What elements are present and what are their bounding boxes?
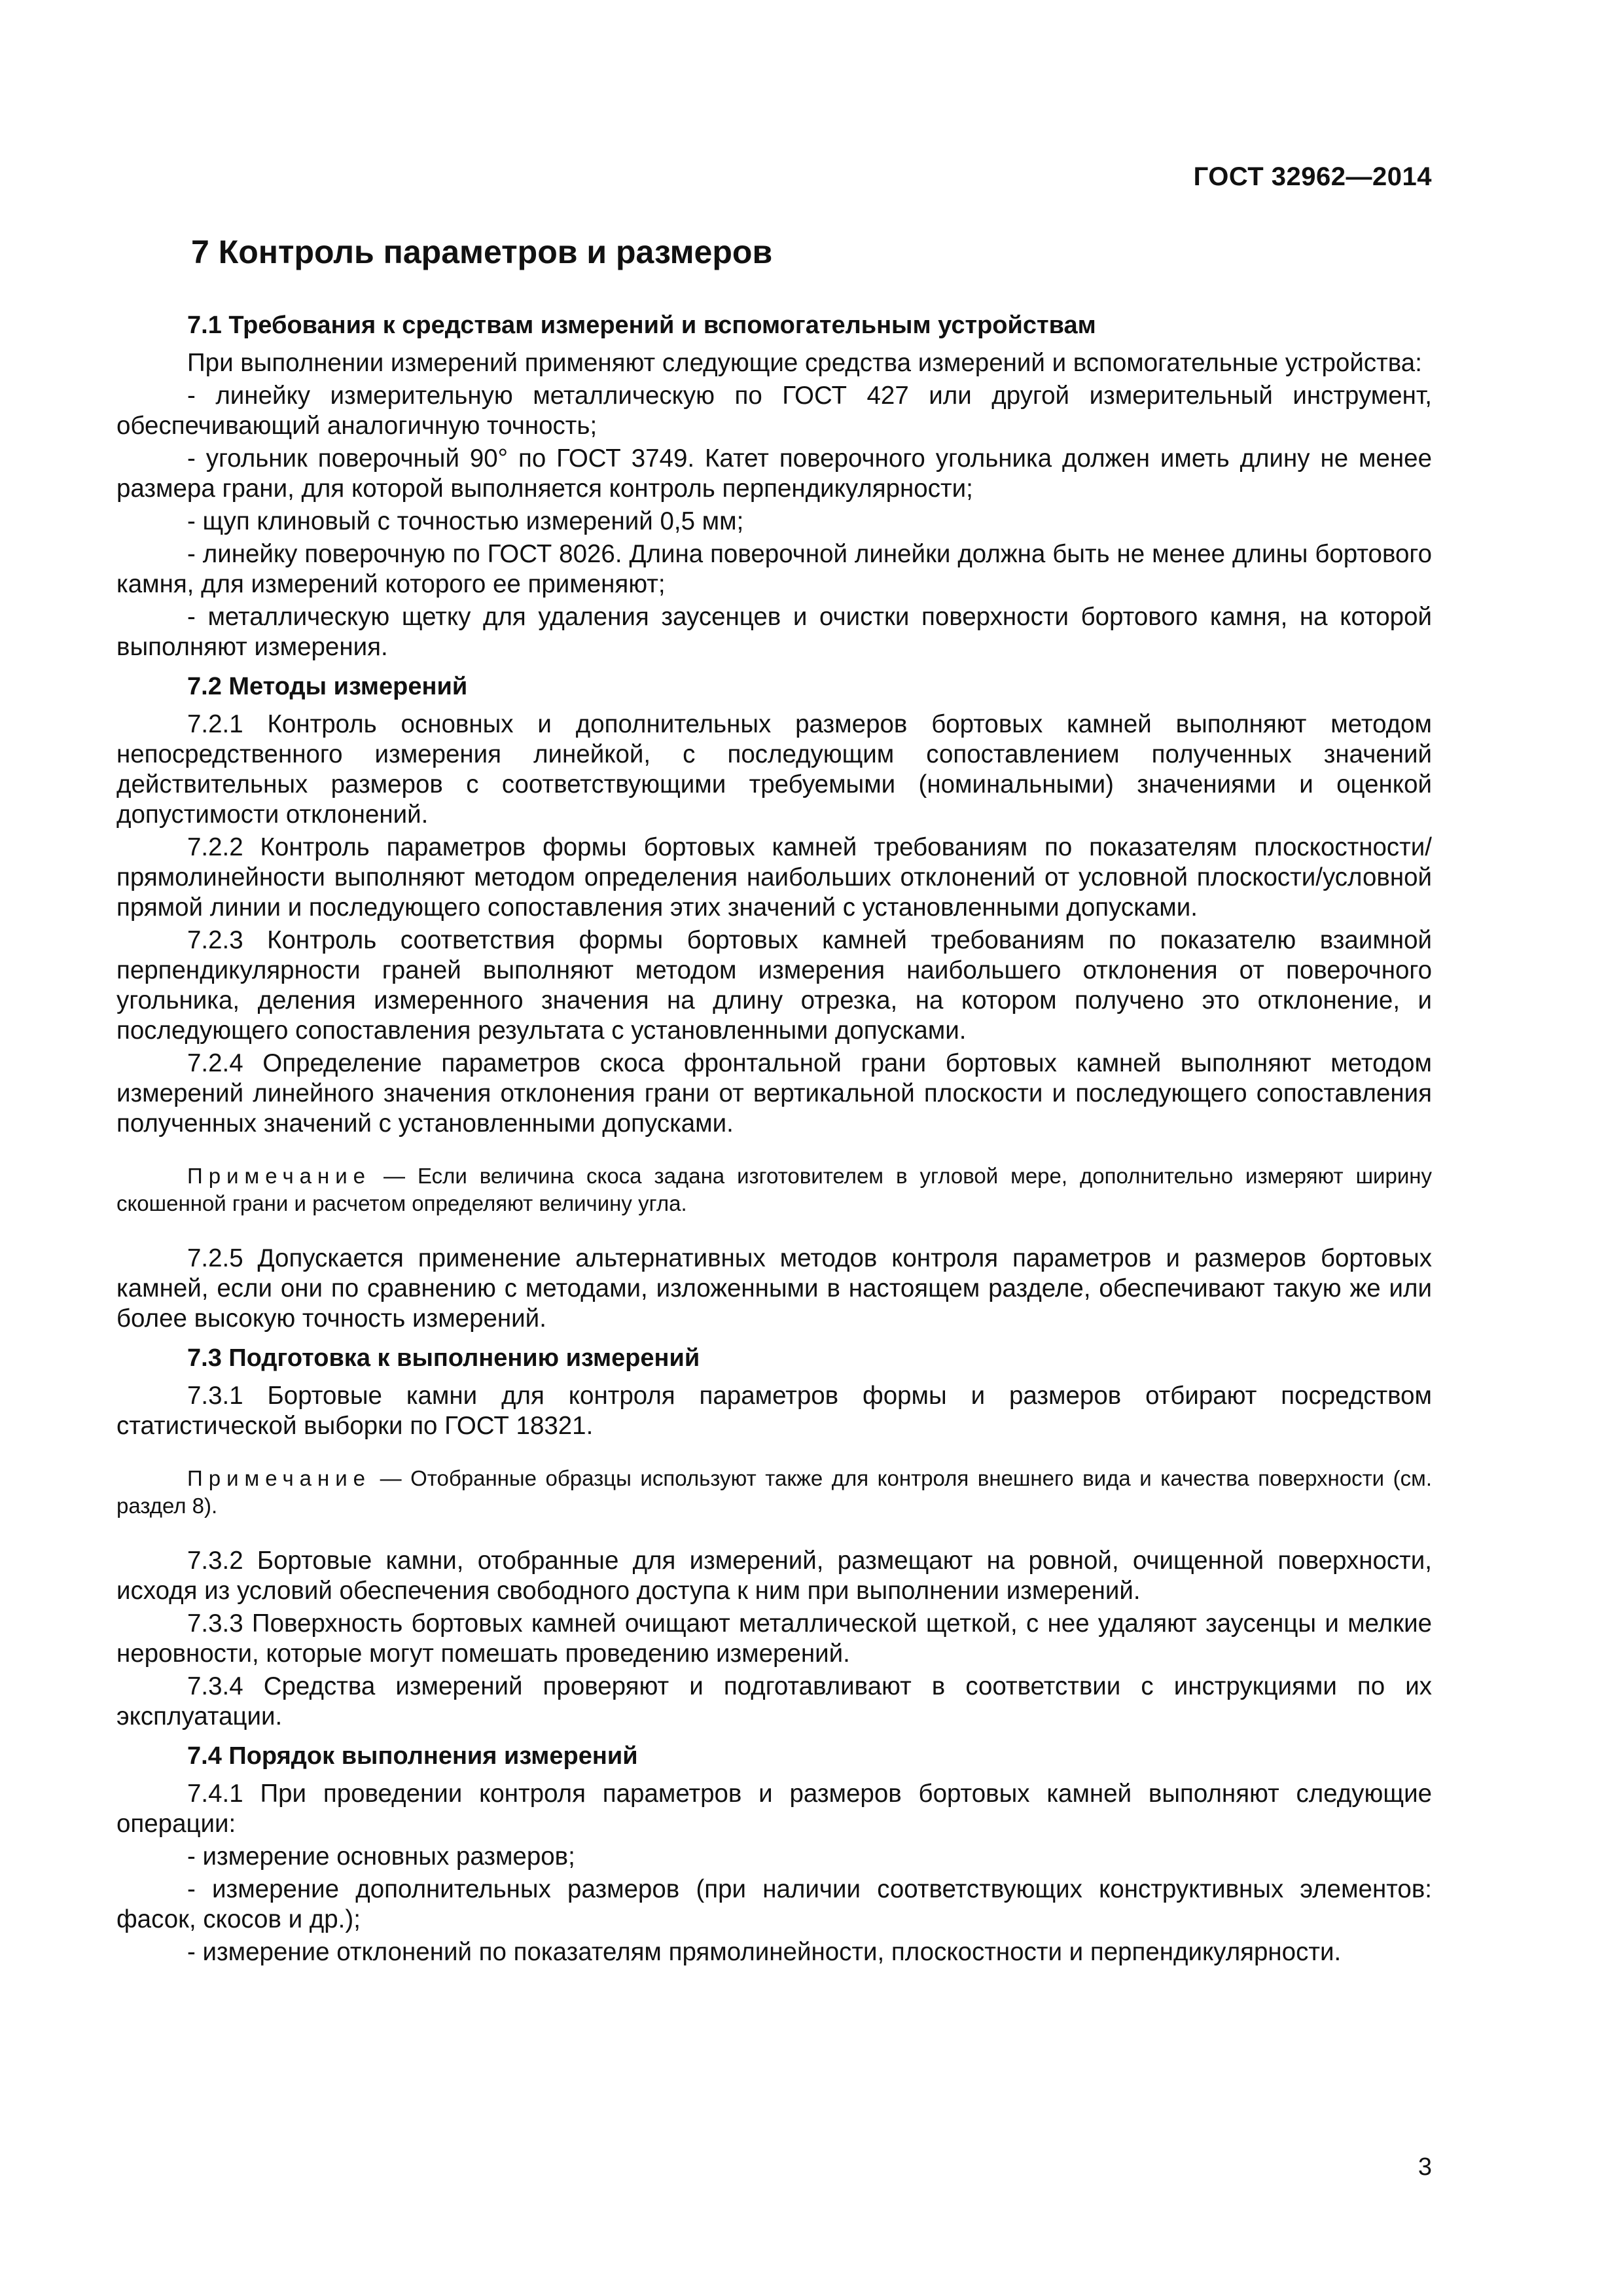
paragraph: 7.2.4 Определение параметров скоса фронтальной грани бортовых камней выполняют методом измерений линейного значения отклонения грани от вертикальной плоскости и последующего сопоставления полученных значений с установленными допусками. — [116, 1049, 1432, 1138]
paragraph: 7.2.3 Контроль соответствия формы бортовых камней требованиям по показателю взаимной перпендикулярности граней выполняют методом измерения наибольшего отклонения от поверочного угольника, деления измеренного значения на длину отрезка, на котором получено это отклонение, и последующего сопоставления результата с установленными допусками. — [116, 926, 1432, 1045]
list-item: - измерение дополнительных размеров (при наличии соответствующих конструктивных элементов: фасок, скосов и др.); — [116, 1875, 1432, 1933]
paragraph: 7.2.1 Контроль основных и дополнительных размеров бортовых камней выполняют методом непосредственного измерения линейкой, с последующим сопоставлением полученных значений действительных размеров с соответствующими требуемыми (номинальными) значениями и оценкой допустимости отклонений. — [116, 710, 1432, 829]
paragraph: 7.3.3 Поверхность бортовых камней очищают металлической щеткой, с нее удаляют заусенцы и мелкие неровности, которые могут помешать проведению измерений. — [116, 1609, 1432, 1668]
subsection-title-7-1: 7.1 Требования к средствам измерений и вспомогательным устройствам — [187, 312, 1096, 339]
list-item: - металлическую щетку для удаления заусенцев и очистки поверхности бортового камня, на которой выполняют измерения. — [116, 603, 1432, 661]
paragraph: 7.4.1 При проведении контроля параметров и размеров бортовых камней выполняют следующие операции: — [116, 1780, 1432, 1838]
list-item: - измерение основных размеров; — [187, 1842, 575, 1871]
paragraph: При выполнении измерений применяют следующие средства измерений и вспомогательные устройства: — [187, 349, 1422, 377]
list-item: - угольник поверочный 90° по ГОСТ 3749. Катет поверочного угольника должен иметь длину не менее размера грани, для которой выполняется контроль перпендикулярности; — [116, 444, 1432, 503]
list-item: - линейку измерительную металлическую по ГОСТ 427 или другой измерительный инструмент, обеспечивающий аналогичную точность; — [116, 382, 1432, 440]
page-content — [116, 233, 1432, 1970]
subsection-title-7-3: 7.3 Подготовка к выполнению измерений — [187, 1344, 700, 1372]
paragraph: 7.3.2 Бортовые камни, отобранные для измерений, размещают на ровной, очищенной поверхности, исходя из условий обеспечения свободного доступа к ним при выполнении измерений. — [116, 1547, 1432, 1605]
note-label: Примечание — [187, 1164, 372, 1188]
subsection-title-7-4: 7.4 Порядок выполнения измерений — [187, 1742, 638, 1770]
document-code: ГОСТ 32962—2014 — [1193, 162, 1432, 191]
subsection-title-7-2: 7.2 Методы измерений — [187, 673, 468, 700]
paragraph: 7.2.2 Контроль параметров формы бортовых камней требованиям по показателям плоскостности/прямолинейности выполняют методом определения наибольших отклонений от условной плоскости/условной прямой линии и последующего сопоставления этих значений с установленными допусками. — [116, 833, 1432, 922]
note — [116, 1162, 1432, 1217]
note — [116, 1465, 1432, 1520]
list-item: - линейку поверочную по ГОСТ 8026. Длина поверочной линейки должна быть не менее длины бортового камня, для измерений которого ее применяют; — [116, 540, 1432, 598]
paragraph: 7.3.1 Бортовые камни для контроля параметров формы и размеров отбирают посредством статистической выборки по ГОСТ 18321. — [116, 1382, 1432, 1440]
list-item: - измерение отклонений по показателям прямолинейности, плоскостности и перпендикулярности. — [187, 1938, 1342, 1966]
note-label: Примечание — [187, 1466, 372, 1490]
paragraph: 7.2.5 Допускается применение альтернативных методов контроля параметров и размеров бортовых камней, если они по сравнению с методами, изложенными в настоящем разделе, обеспечивают такую же или более высокую точность измерений. — [116, 1244, 1432, 1333]
section-title: 7 Контроль параметров и размеров — [191, 234, 773, 270]
paragraph: 7.3.4 Средства измерений проверяют и подготавливают в соответствии с инструкциями по их эксплуатации. — [116, 1672, 1432, 1731]
note-text: — Если величина скоса задана изготовителем в угловой мере, дополнительно измеряют ширину скошенной грани и расчетом определяют величину угла. — [116, 1164, 1433, 1215]
list-item: - щуп клиновый с точностью измерений 0,5 мм; — [187, 507, 744, 535]
note-text: — Отобранные образцы используют также для контроля внешнего вида и качества поверхности (см. раздел 8). — [116, 1466, 1432, 1518]
page-number: 3 — [1418, 2153, 1432, 2181]
